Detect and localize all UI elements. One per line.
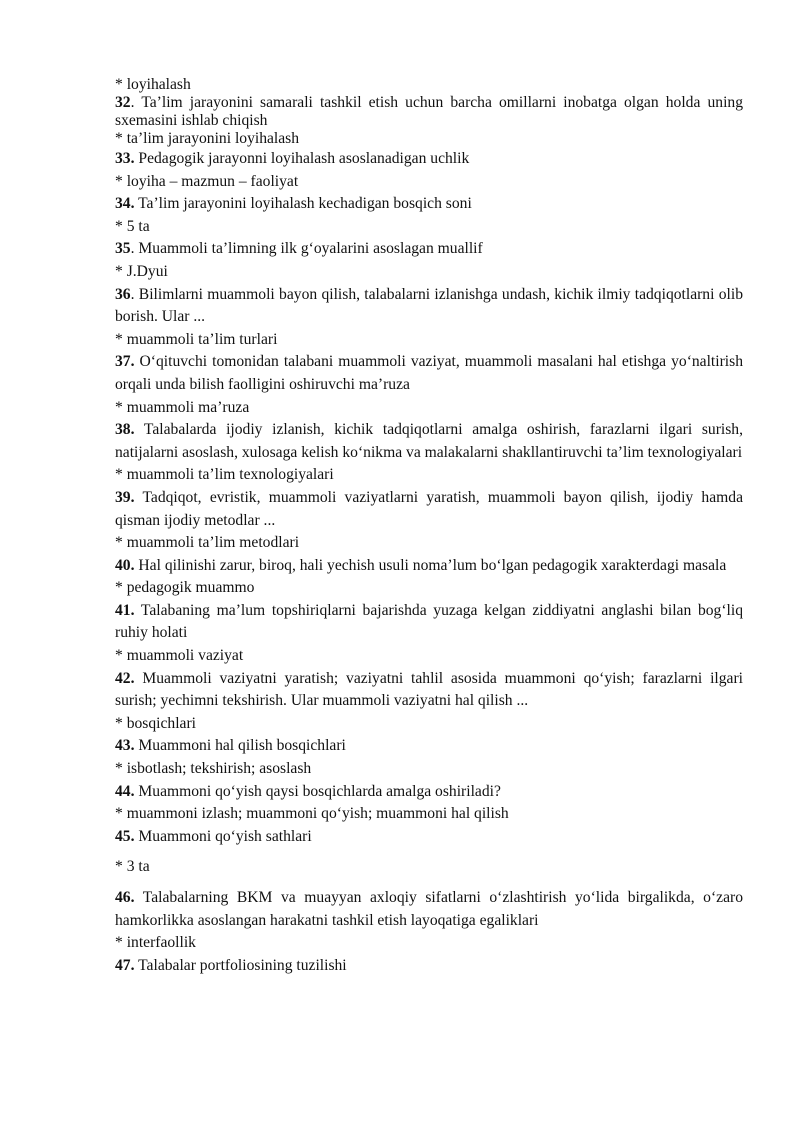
answer-31: * loyihalash	[115, 76, 191, 93]
question-number: 40.	[115, 556, 135, 574]
question-32: 32. Ta’lim jarayonini samarali tashkil etish uchun barcha omillarni inobatga olgan holda uning sxemasini ishlab chiqish	[115, 94, 743, 129]
question-number: 38.	[115, 421, 135, 439]
answer-44: * muammoni izlash; muammoni qo‘yish; muammoni hal qilish	[115, 805, 509, 823]
question-number: 32	[115, 94, 131, 111]
question-text: Talabalar portfoliosining tuzilishi	[138, 956, 347, 974]
question-44	[115, 781, 743, 804]
question-39	[115, 487, 743, 532]
question-text: Muammoli vaziyatni yaratish; vaziyatni tahlil asosida muammoni qo‘yish; farazlarni ilgari surish; yechimni tekshirish. Ular muammoli vaziyatni hal qilish ...	[115, 669, 744, 710]
question-38	[115, 419, 743, 464]
question-text: Talabaning ma’lum topshiriqlarni bajarishda yuzaga kelgan ziddiyatni anglashi bilan bog‘liq ruhiy holati	[115, 601, 743, 642]
question-text: Muammoli ta’limning ilk g‘oyalarini asoslagan muallif	[138, 240, 483, 258]
answer-36: * muammoli ta’lim turlari	[115, 330, 278, 348]
question-text: O‘qituvchi tomonidan talabani muammoli vaziyat, muammoli masalani hal etishga yo‘naltirish orqali unda bilish faolligini oshiruvchi ma’ruza	[115, 353, 743, 393]
question-number: 43.	[115, 737, 135, 755]
answer-33: * loyiha – mazmun – faoliyat	[115, 172, 299, 190]
question-text: Ta’lim jarayonini samarali tashkil etish uchun barcha omillarni inobatga olgan holda uning sxemasini ishlab chiqish	[115, 94, 743, 129]
question-text: Ta’lim jarayonini loyihalash kechadigan bosqich soni	[138, 195, 472, 213]
question-number: 44.	[115, 782, 135, 800]
question-40	[115, 555, 743, 578]
question-number: 35	[115, 240, 131, 258]
question-text: Bilimlarni muammoli bayon qilish, talabalarni izlanishga undash, kichik ilmiy tadqiqotlarni olib borish. Ular ...	[115, 285, 743, 326]
question-text: Talabalarda ijodiy izlanish, kichik tadqiqotlarni amalga oshirish, farazlarni ilgari surish, natijalarni asoslash, xulosaga kelish ko‘nikma va malakalarni shakllantiruvchi ta’lim texnologiyalari	[115, 421, 744, 461]
question-number: 42.	[115, 669, 135, 687]
answer-39: * muammoli ta’lim metodlari	[115, 534, 300, 552]
question-text: Pedagogik jarayonni loyihalash asoslanadigan uchlik	[138, 150, 470, 167]
question-41	[115, 600, 743, 645]
question-number: 34.	[115, 195, 135, 213]
answer-41: * muammoli vaziyat	[115, 647, 244, 665]
document-page	[115, 76, 743, 977]
answer-40: * pedagogik muammo	[115, 579, 255, 597]
answer-37: * muammoli ma’ruza	[115, 398, 250, 416]
question-number: 39.	[115, 488, 135, 506]
question-34	[115, 193, 743, 216]
question-number: 33.	[115, 150, 135, 167]
answer-38: * muammoli ta’lim texnologiyalari	[115, 466, 334, 484]
question-number: 45.	[115, 827, 135, 845]
question-text: Muammoni hal qilish bosqichlari	[138, 737, 346, 755]
answer-32: * ta’lim jarayonini loyihalash	[115, 130, 300, 147]
question-number: 46.	[115, 889, 135, 906]
answer-45: * 3 ta	[115, 858, 150, 876]
question-text: Tadqiqot, evristik, muammoli vaziyatlarni yaratish, muammoli bayon qilish, ijodiy hamda qisman ijodiy metodlar ...	[115, 488, 744, 529]
question-42	[115, 668, 743, 713]
question-text: Muammoni qo‘yish sathlari	[138, 827, 312, 845]
question-number: 47.	[115, 956, 135, 974]
question-text: Hal qilinishi zarur, biroq, hali yechish usuli noma’lum bo‘lgan pedagogik xarakterdagi masala	[138, 556, 727, 574]
question-37	[115, 351, 743, 396]
question-text: Muammoni qo‘yish qaysi bosqichlarda amalga oshiriladi?	[138, 782, 501, 800]
answer-42: * bosqichlari	[115, 714, 196, 732]
answer-34: * 5 ta	[115, 217, 150, 235]
question-35: 35. Muammoli ta’limning ilk g‘oyalarini asoslagan muallif	[115, 240, 483, 258]
question-45	[115, 826, 743, 849]
question-33	[115, 148, 743, 171]
question-46	[115, 887, 743, 932]
question-number: 36	[115, 285, 131, 303]
question-43	[115, 735, 743, 758]
answer-46: * interfaollik	[115, 934, 196, 952]
question-number: 41.	[115, 601, 135, 619]
question-36: 36. Bilimlarni muammoli bayon qilish, talabalarni izlanishga undash, kichik ilmiy tadqiqotlarni olib borish. Ular ...	[115, 285, 743, 326]
question-47	[115, 955, 743, 978]
answer-35: * J.Dyui	[115, 262, 168, 280]
answer-43: * isbotlash; tekshirish; asoslash	[115, 760, 312, 778]
question-number: 37.	[115, 353, 135, 371]
question-text: Talabalarning BKM va muayyan axloqiy sifatlarni o‘zlashtirish yo‘lida birgalikda, o‘zaro hamkorlikka asoslangan harakatni tashkil etish layoqatiga egaliklari	[115, 889, 743, 929]
